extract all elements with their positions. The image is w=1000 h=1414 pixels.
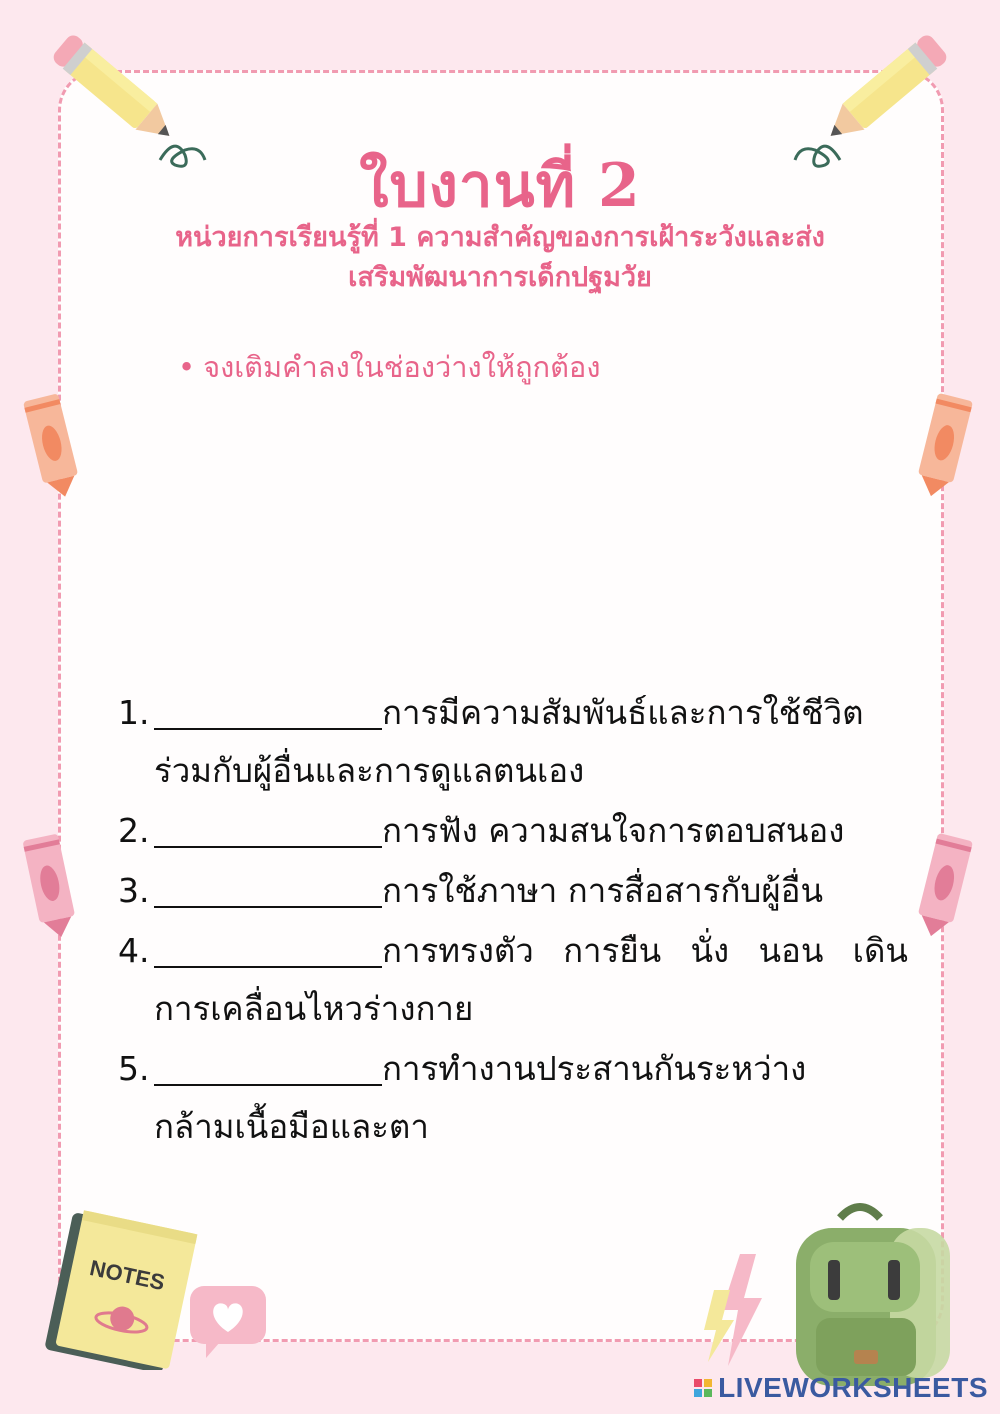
question-3 xyxy=(118,862,908,920)
instruction xyxy=(178,344,601,390)
liveworksheets-logo-icon xyxy=(694,1379,712,1397)
question-1 xyxy=(118,684,908,800)
question-number: 5. xyxy=(118,1049,150,1088)
question-word: นอน xyxy=(758,931,824,970)
crayon-icon-right-pink xyxy=(914,828,976,940)
answer-blank-4[interactable] xyxy=(154,926,382,968)
crayon-icon-right-orange xyxy=(914,388,976,500)
question-number: 4. xyxy=(118,931,150,970)
question-number: 3. xyxy=(118,871,150,910)
notes-book-icon xyxy=(28,1210,198,1370)
question-text: การมีความสัมพันธ์และการใช้ชีวิต xyxy=(382,693,864,732)
unit-subtitle xyxy=(100,218,900,298)
question-5 xyxy=(118,1040,908,1156)
subtitle-line-2: เสริมพัฒนาการเด็กปฐมวัย xyxy=(348,262,652,293)
subtitle-line-1: หน่วยการเรียนรู้ที่ 1 ความสำคัญของการเฝ้าระวังและส่ง xyxy=(175,222,825,253)
answer-blank-2[interactable] xyxy=(154,806,382,848)
question-number: 1. xyxy=(118,693,150,732)
page-title: ใบงานที่ 2 xyxy=(359,151,641,222)
question-text: การทำงานประสานกันระหว่าง xyxy=(382,1049,807,1088)
liveworksheets-watermark[interactable] xyxy=(694,1372,988,1404)
question-text-cont: ร่วมกับผู้อื่นและการดูแลตนเอง xyxy=(154,751,585,790)
answer-blank-3[interactable] xyxy=(154,866,382,908)
question-text-cont: การเคลื่อนไหวร่างกาย xyxy=(154,989,474,1028)
watermark-text: LIVEWORKSHEETS xyxy=(718,1372,988,1403)
question-word: การยืน xyxy=(563,931,662,970)
question-word: การทรงตัว xyxy=(382,931,534,970)
question-text: การใช้ภาษา การสื่อสารกับผู้อื่น xyxy=(382,871,824,910)
backpack-icon xyxy=(770,1198,970,1388)
question-word: นั่ง xyxy=(690,931,730,970)
heart-bubble-icon xyxy=(186,1282,270,1362)
question-word: เดิน xyxy=(852,931,908,970)
question-2 xyxy=(118,802,908,860)
lightning-icon xyxy=(700,1250,780,1370)
crayon-icon-left-pink xyxy=(20,828,82,940)
bullet-icon: • xyxy=(178,350,196,384)
question-list xyxy=(118,684,908,1158)
notes-book-label: NOTES xyxy=(87,1255,167,1296)
question-4 xyxy=(118,922,908,1038)
instruction-text: จงเติมคำลงในช่องว่างให้ถูกต้อง xyxy=(203,350,601,384)
question-number: 2. xyxy=(118,811,150,850)
answer-blank-5[interactable] xyxy=(154,1044,382,1086)
question-text-cont: กล้ามเนื้อมือและตา xyxy=(154,1107,429,1146)
question-text: การฟัง ความสนใจการตอบสนอง xyxy=(382,811,845,850)
answer-blank-1[interactable] xyxy=(154,688,382,730)
crayon-icon-left-orange xyxy=(22,388,84,500)
